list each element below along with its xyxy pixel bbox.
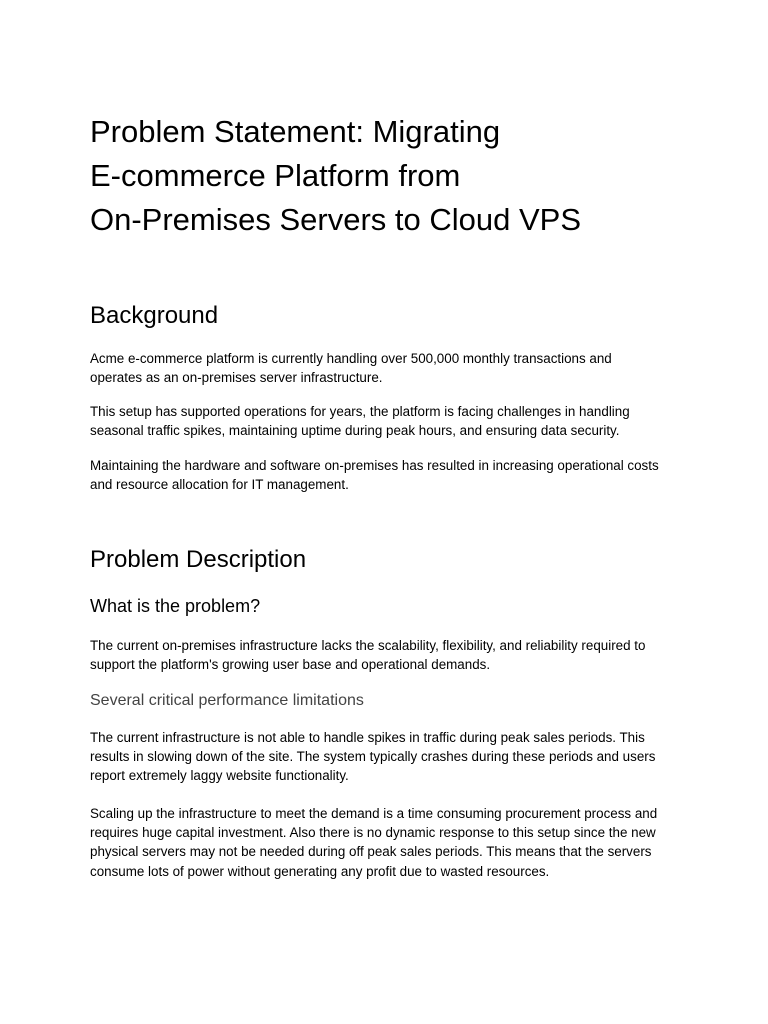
text-line: This setup has supported operations for years, the platform is facing challenges in handling [90, 404, 630, 419]
background-paragraph [90, 402, 690, 440]
text-line: seasonal traffic spikes, maintaining uptime during peak hours, and ensuring data security. [90, 423, 620, 439]
document-title [90, 110, 690, 242]
what-is-the-problem-heading: What is the problem? [90, 596, 261, 616]
text-line: results in slowing down of the site. The system typically crashes during these periods and users [90, 749, 656, 765]
limitation-paragraph [90, 728, 690, 786]
text-line: The current on-premises infrastructure lacks the scalability, flexibility, and reliability required to [90, 638, 646, 653]
text-line: Acme e-commerce platform is currently handling over 500,000 monthly transactions and [90, 351, 612, 366]
background-paragraph [90, 456, 690, 494]
text-line: physical servers may not be needed during off peak sales periods. This means that the servers [90, 844, 652, 860]
title-line: Problem Statement: Migrating [90, 114, 501, 149]
background-paragraph [90, 349, 690, 387]
problem-intro-paragraph [90, 636, 690, 674]
problem-description-heading: Problem Description [90, 546, 307, 573]
text-line: consume lots of power without generating any profit due to wasted resources. [90, 863, 550, 879]
limitation-paragraph [90, 804, 690, 881]
title-line: E-commerce Platform from [90, 158, 461, 193]
text-line: and resource allocation for IT management. [90, 477, 349, 493]
text-line: Maintaining the hardware and software on-premises has resulted in increasing operational costs [90, 458, 659, 473]
background-heading: Background [90, 302, 219, 329]
title-line: On-Premises Servers to Cloud VPS [90, 202, 582, 237]
limitations-heading: Several critical performance limitations [90, 692, 364, 709]
text-line: Scaling up the infrastructure to meet the demand is a time consuming procurement process and [90, 806, 658, 821]
text-line: The current infrastructure is not able to handle spikes in traffic during peak sales periods. This [90, 730, 645, 745]
text-line: operates as an on-premises server infrastructure. [90, 370, 383, 386]
text-line: support the platform's growing user base and operational demands. [90, 657, 491, 673]
text-line: report extremely laggy website functionality. [90, 768, 349, 784]
text-line: requires huge capital investment. Also there is no dynamic response to this setup since the new [90, 825, 656, 841]
